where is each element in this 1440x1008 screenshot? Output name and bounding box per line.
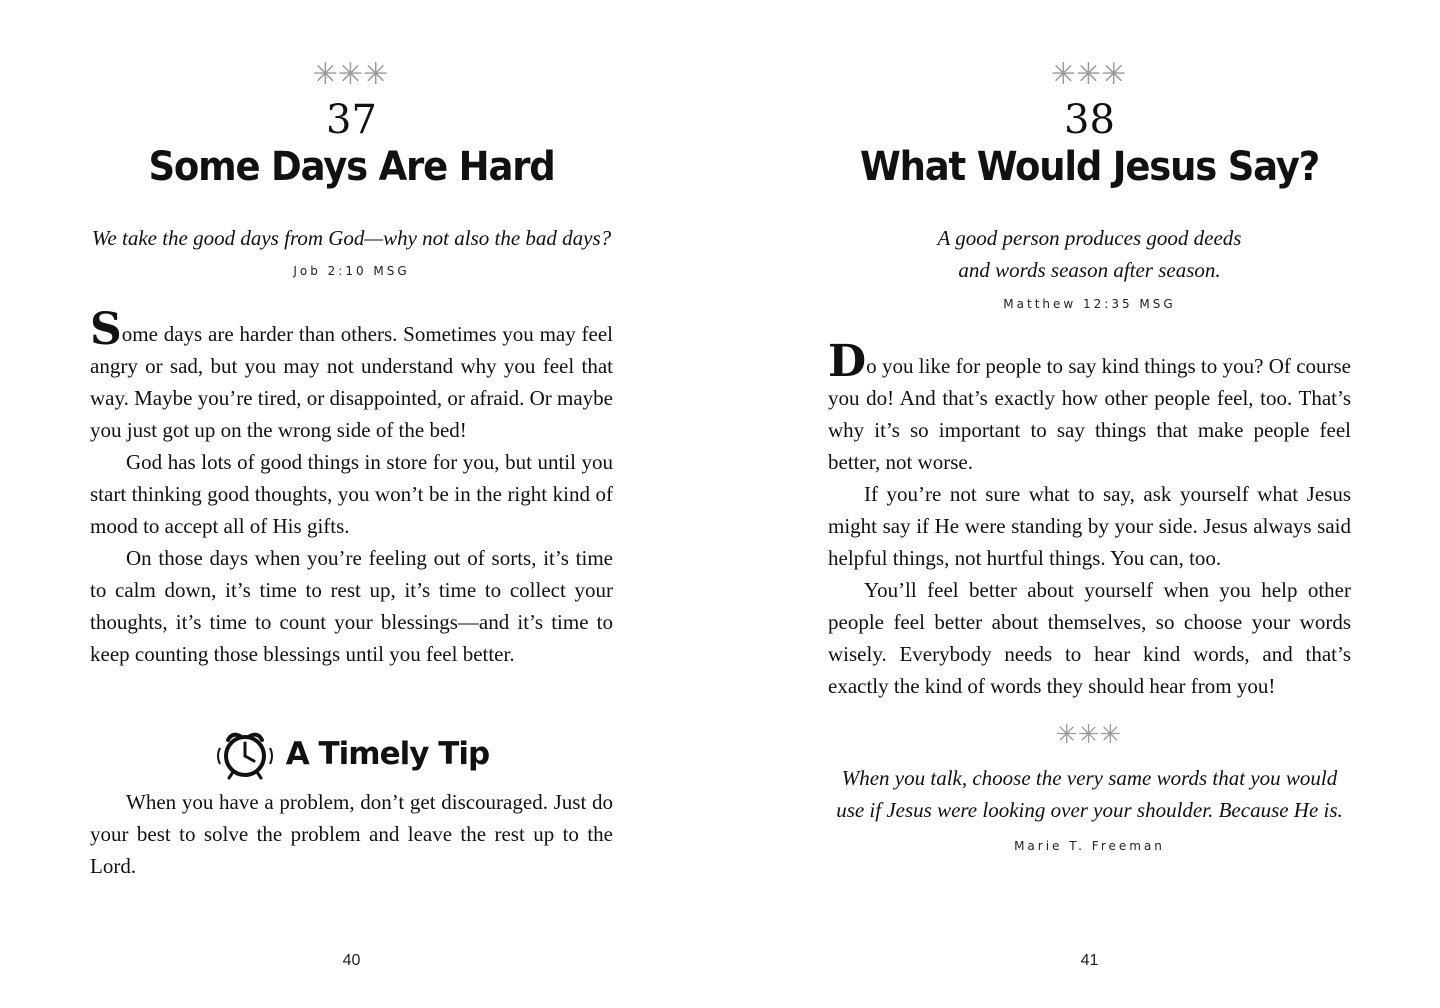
body-paragraph: On those days when you’re feeling out of sorts, it’s time to calm down, it’s time to rest up, it’s time to collect your thoughts, it’s time to count your blessings—and it’s time to keep counting those blessings until you feel better. bbox=[90, 546, 613, 666]
asterisk-ornament-icon: ✳ bbox=[363, 57, 391, 92]
tip-heading: A Timely Tip bbox=[285, 736, 490, 772]
body-paragraph bbox=[828, 336, 1351, 478]
asterisk-ornament-icon: ✳ bbox=[1077, 720, 1102, 750]
left-page bbox=[90, 0, 613, 1008]
verse-line: A good person produces good deeds bbox=[937, 226, 1242, 250]
page-number: 40 bbox=[342, 952, 361, 969]
asterisk-ornament-icon: ✳ bbox=[1050, 57, 1078, 92]
devotion-title: What Would Jesus Say? bbox=[860, 143, 1319, 190]
quote-author: Marie T. Freeman bbox=[1014, 839, 1165, 853]
closing-quote bbox=[798, 762, 1381, 826]
scripture-verse bbox=[808, 222, 1371, 286]
paragraph-text: o you like for people to say kind things to you? Of course you do! And that’s exactly how other people feel, too. That’s why it’s so important to say things that make people feel better, not worse. bbox=[828, 354, 1351, 474]
asterisk-ornament-icon: ✳ bbox=[1055, 720, 1080, 750]
verse-line: We take the good days from God—why not also the bad days? bbox=[91, 226, 612, 250]
scripture-verse bbox=[70, 222, 633, 254]
quote-line: use if Jesus were looking over your shoulder. Because He is. bbox=[836, 798, 1343, 822]
body-paragraph: You’ll feel better about yourself when you help other people feel better about themselves, so choose your words wisely. Everybody needs to hear kind words, and that’s exactly the kind of words they should hear from you! bbox=[828, 578, 1351, 698]
scripture-reference: Matthew 12:35 MSG bbox=[1003, 297, 1176, 311]
asterisk-ornament-icon: ✳ bbox=[1101, 57, 1129, 92]
drop-cap: S bbox=[90, 304, 122, 355]
quote-line: When you talk, choose the very same words that you would bbox=[841, 766, 1338, 790]
right-page bbox=[828, 0, 1351, 1008]
body-paragraph bbox=[90, 304, 613, 446]
verse-line: and words season after season. bbox=[958, 258, 1221, 282]
devotion-number: 38 bbox=[1064, 97, 1115, 143]
tip-text: When you have a problem, don’t get discouraged. Just do your best to solve the problem and leave the rest up to the Lord. bbox=[90, 790, 613, 878]
scripture-reference: Job 2:10 MSG bbox=[293, 264, 410, 278]
tip-body bbox=[90, 786, 613, 882]
star-ornament-top bbox=[90, 57, 613, 92]
drop-cap: D bbox=[828, 336, 867, 387]
tip-heading-row bbox=[90, 728, 613, 780]
devotion-body bbox=[90, 304, 613, 670]
asterisk-ornament-icon: ✳ bbox=[312, 57, 340, 92]
devotion-title: Some Days Are Hard bbox=[148, 143, 555, 190]
body-paragraph: If you’re not sure what to say, ask yourself what Jesus might say if He were standing by your side. Jesus always said helpful things, not hurtful things. You can, too. bbox=[828, 482, 1351, 570]
paragraph-text: ome days are harder than others. Sometimes you may feel angry or sad, but you may not understand why you feel that way. Maybe you’re tired, or disappointed, or afraid. Or maybe you just got up on the wrong side of the bed! bbox=[90, 322, 613, 442]
asterisk-ornament-icon: ✳ bbox=[1099, 720, 1124, 750]
star-ornament-divider bbox=[828, 722, 1351, 748]
devotion-body bbox=[828, 336, 1351, 702]
devotion-number: 37 bbox=[326, 97, 377, 143]
asterisk-ornament-icon: ✳ bbox=[1075, 57, 1104, 92]
star-ornament-top bbox=[828, 57, 1351, 92]
body-paragraph: God has lots of good things in store for you, but until you start thinking good thoughts, you won’t be in the right kind of mood to accept all of His gifts. bbox=[90, 450, 613, 538]
alarm-clock-icon bbox=[214, 728, 276, 780]
page-number: 41 bbox=[1080, 952, 1099, 969]
asterisk-ornament-icon: ✳ bbox=[337, 57, 366, 92]
